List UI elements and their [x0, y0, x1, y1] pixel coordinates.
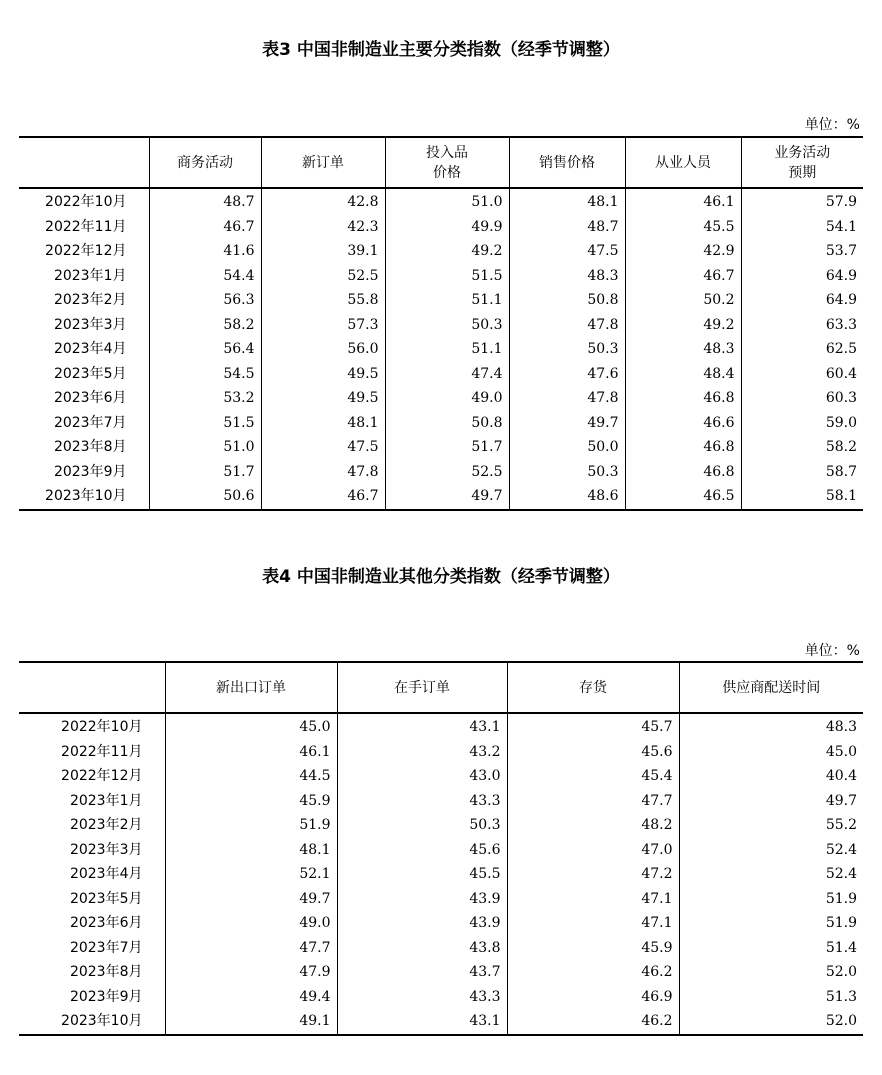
table-cell: 47.5	[261, 435, 385, 460]
table-row	[19, 435, 863, 460]
table-cell: 45.7	[507, 713, 679, 740]
table-cell: 49.0	[165, 911, 337, 936]
table-cell: 50.3	[509, 460, 625, 485]
table-cell: 45.9	[165, 789, 337, 814]
table-cell: 47.8	[509, 386, 625, 411]
row-month-label: 2023年10月	[19, 1009, 165, 1035]
table-cell: 55.8	[261, 288, 385, 313]
table-cell: 56.0	[261, 337, 385, 362]
table-cell: 47.6	[509, 362, 625, 387]
table-cell: 53.7	[741, 239, 863, 264]
table-cell: 49.7	[679, 789, 863, 814]
row-month-label: 2023年5月	[53, 365, 127, 382]
table-cell: 49.5	[261, 362, 385, 387]
table-cell: 56.3	[149, 288, 261, 313]
table-cell: 56.4	[149, 337, 261, 362]
table-cell: 51.4	[679, 936, 863, 961]
row-month-label: 2022年10月	[61, 719, 143, 736]
table3-header-employment: 从业人员	[625, 137, 741, 188]
table-cell: 58.2	[741, 435, 863, 460]
table-cell: 51.0	[149, 435, 261, 460]
row-month-label: 2023年8月	[69, 964, 143, 981]
table4-header-row	[19, 662, 863, 713]
table-row	[19, 713, 863, 740]
table3-body	[19, 188, 863, 510]
table-cell: 45.0	[679, 740, 863, 765]
table-cell: 50.8	[509, 288, 625, 313]
table4-title: 表4 中国非制造业其他分类指数（经季节调整）	[262, 567, 620, 587]
row-month-label: 2023年1月	[53, 267, 127, 284]
row-month-label: 2023年4月	[69, 866, 143, 883]
table-cell: 48.1	[261, 411, 385, 436]
table-row	[19, 838, 863, 863]
table-cell: 49.0	[385, 386, 509, 411]
table-cell: 45.6	[337, 838, 507, 863]
table-row	[19, 764, 863, 789]
table4-header-month	[19, 662, 165, 713]
table-cell: 58.2	[149, 313, 261, 338]
table-cell: 43.9	[337, 911, 507, 936]
table-cell: 49.9	[385, 215, 509, 240]
table-cell: 54.1	[741, 215, 863, 240]
table-row	[19, 313, 863, 338]
table3-header-business-activity: 商务活动	[149, 137, 261, 188]
table-cell: 52.4	[679, 838, 863, 863]
table-cell: 45.5	[337, 862, 507, 887]
table-cell: 43.3	[337, 789, 507, 814]
table-cell: 52.0	[679, 1009, 863, 1035]
row-month-label: 2023年10月	[19, 484, 149, 510]
table-cell: 51.7	[149, 460, 261, 485]
table-cell: 46.8	[625, 460, 741, 485]
table-cell: 50.8	[385, 411, 509, 436]
table-cell: 46.7	[149, 215, 261, 240]
table-row	[19, 789, 863, 814]
table-row	[19, 911, 863, 936]
table-row	[19, 936, 863, 961]
table-row	[19, 188, 863, 215]
table-cell: 51.9	[679, 911, 863, 936]
table-cell: 49.2	[625, 313, 741, 338]
table-cell: 57.3	[261, 313, 385, 338]
row-month-label: 2023年1月	[69, 792, 143, 809]
table-cell: 48.1	[165, 838, 337, 863]
table-row	[19, 460, 863, 485]
table3-header-business-expectations-line1: 业务活动	[774, 144, 831, 161]
table-cell: 49.4	[165, 985, 337, 1010]
table3-header-row	[19, 137, 863, 188]
table-cell: 47.8	[509, 313, 625, 338]
row-month-label: 2023年9月	[69, 988, 143, 1005]
table-cell: 46.2	[507, 1009, 679, 1035]
table-cell: 45.9	[507, 936, 679, 961]
table-cell: 43.0	[337, 764, 507, 789]
row-month-label: 2023年4月	[53, 341, 127, 358]
table-cell: 46.1	[165, 740, 337, 765]
table-cell: 48.3	[509, 264, 625, 289]
table-cell: 39.1	[261, 239, 385, 264]
table-row	[19, 484, 863, 510]
table-row	[19, 288, 863, 313]
table-cell: 43.1	[337, 1009, 507, 1035]
table-row	[19, 813, 863, 838]
table-cell: 52.1	[165, 862, 337, 887]
table-cell: 49.7	[165, 887, 337, 912]
table-row	[19, 887, 863, 912]
row-month-label: 2023年3月	[53, 316, 127, 333]
table-cell: 51.7	[385, 435, 509, 460]
table-cell: 46.8	[625, 435, 741, 460]
table-row	[19, 239, 863, 264]
table4-unit-label: 单位：%	[804, 643, 860, 659]
table-cell: 43.1	[337, 713, 507, 740]
table-row	[19, 362, 863, 387]
table-cell: 47.1	[507, 887, 679, 912]
table-cell: 51.5	[385, 264, 509, 289]
table-cell: 43.9	[337, 887, 507, 912]
row-month-label: 2023年2月	[53, 292, 127, 309]
table-cell: 42.3	[261, 215, 385, 240]
table3-header-input-prices-line1: 投入品	[426, 144, 468, 161]
table-row	[19, 862, 863, 887]
table-cell: 60.3	[741, 386, 863, 411]
row-month-label: 2022年12月	[61, 768, 143, 785]
table-cell: 51.3	[679, 985, 863, 1010]
table-cell: 47.4	[385, 362, 509, 387]
table-cell: 44.5	[165, 764, 337, 789]
table-cell: 50.0	[509, 435, 625, 460]
table-cell: 45.5	[625, 215, 741, 240]
table-cell: 52.5	[385, 460, 509, 485]
table-cell: 58.7	[741, 460, 863, 485]
table-cell: 51.0	[385, 188, 509, 215]
table-row	[19, 386, 863, 411]
table-cell: 53.2	[149, 386, 261, 411]
table-cell: 58.1	[741, 484, 863, 510]
table-cell: 47.5	[509, 239, 625, 264]
table-cell: 48.7	[149, 188, 261, 215]
table-cell: 49.1	[165, 1009, 337, 1035]
table-cell: 42.8	[261, 188, 385, 215]
table-cell: 63.3	[741, 313, 863, 338]
table3-unit-label: 单位：%	[804, 117, 860, 133]
table-cell: 52.5	[261, 264, 385, 289]
table-cell: 55.2	[679, 813, 863, 838]
table-cell: 42.9	[625, 239, 741, 264]
table-cell: 46.5	[625, 484, 741, 510]
table3-header-new-orders: 新订单	[261, 137, 385, 188]
table3-header-input-prices-line2: 价格	[433, 164, 461, 181]
table-cell: 45.4	[507, 764, 679, 789]
table-cell: 45.0	[165, 713, 337, 740]
table4	[19, 661, 863, 1036]
table-row	[19, 215, 863, 240]
table4-header-new-export-orders: 新出口订单	[165, 662, 337, 713]
table-cell: 48.3	[679, 713, 863, 740]
row-month-label: 2022年12月	[45, 243, 127, 260]
table-cell: 49.7	[385, 484, 509, 510]
table-cell: 47.7	[507, 789, 679, 814]
row-month-label: 2023年6月	[53, 390, 127, 407]
table-cell: 46.2	[507, 960, 679, 985]
table-cell: 43.7	[337, 960, 507, 985]
table-cell: 48.7	[509, 215, 625, 240]
row-month-label: 2023年7月	[53, 414, 127, 431]
table-cell: 60.4	[741, 362, 863, 387]
row-month-label: 2023年8月	[53, 439, 127, 456]
table-cell: 47.2	[507, 862, 679, 887]
table3-header-business-expectations-line2: 预期	[788, 164, 817, 181]
row-month-label: 2023年3月	[69, 841, 143, 858]
table-cell: 48.2	[507, 813, 679, 838]
table-cell: 64.9	[741, 264, 863, 289]
table-cell: 50.3	[509, 337, 625, 362]
table-cell: 50.3	[337, 813, 507, 838]
row-month-label: 2022年11月	[45, 218, 127, 235]
table-cell: 45.6	[507, 740, 679, 765]
table-cell: 43.3	[337, 985, 507, 1010]
table-cell: 48.4	[625, 362, 741, 387]
table3-title: 表3 中国非制造业主要分类指数（经季节调整）	[262, 40, 620, 60]
table-cell: 52.0	[679, 960, 863, 985]
row-month-label: 2022年10月	[45, 194, 127, 211]
table3-header-input-prices	[385, 137, 509, 188]
row-month-label: 2023年7月	[69, 939, 143, 956]
table-cell: 51.9	[165, 813, 337, 838]
table-cell: 49.5	[261, 386, 385, 411]
table4-header-backlog-orders: 在手订单	[337, 662, 507, 713]
table-cell: 51.1	[385, 337, 509, 362]
table-cell: 46.7	[625, 264, 741, 289]
table-cell: 52.4	[679, 862, 863, 887]
table-row	[19, 337, 863, 362]
table-cell: 47.7	[165, 936, 337, 961]
table-cell: 50.3	[385, 313, 509, 338]
table-cell: 57.9	[741, 188, 863, 215]
table-cell: 46.7	[261, 484, 385, 510]
table-cell: 40.4	[679, 764, 863, 789]
table-cell: 47.1	[507, 911, 679, 936]
table4-header-supplier-delivery-time: 供应商配送时间	[679, 662, 863, 713]
table-cell: 47.8	[261, 460, 385, 485]
row-month-label: 2023年9月	[53, 463, 127, 480]
table-cell: 51.5	[149, 411, 261, 436]
table-cell: 43.2	[337, 740, 507, 765]
table-cell: 46.6	[625, 411, 741, 436]
table-cell: 48.3	[625, 337, 741, 362]
table-row	[19, 264, 863, 289]
table4-header-inventory: 存货	[507, 662, 679, 713]
row-month-label: 2023年5月	[69, 890, 143, 907]
table-cell: 48.1	[509, 188, 625, 215]
table-cell: 64.9	[741, 288, 863, 313]
table-row	[19, 740, 863, 765]
table-cell: 47.0	[507, 838, 679, 863]
table-cell: 43.8	[337, 936, 507, 961]
table-cell: 59.0	[741, 411, 863, 436]
row-month-label: 2023年2月	[69, 817, 143, 834]
table4-body	[19, 713, 863, 1035]
table-cell: 47.9	[165, 960, 337, 985]
table-cell: 50.6	[149, 484, 261, 510]
table-cell: 50.2	[625, 288, 741, 313]
table3-header-sales-prices: 销售价格	[509, 137, 625, 188]
row-month-label: 2022年11月	[61, 743, 143, 760]
table3-header-business-expectations	[741, 137, 863, 188]
table-row	[19, 411, 863, 436]
table-row	[19, 1009, 863, 1035]
table3	[19, 136, 863, 511]
table-cell: 48.6	[509, 484, 625, 510]
table-cell: 49.2	[385, 239, 509, 264]
table-cell: 62.5	[741, 337, 863, 362]
table-row	[19, 960, 863, 985]
table-cell: 46.9	[507, 985, 679, 1010]
row-month-label: 2023年6月	[69, 915, 143, 932]
table-cell: 54.5	[149, 362, 261, 387]
table-cell: 49.7	[509, 411, 625, 436]
table-cell: 46.8	[625, 386, 741, 411]
table-cell: 51.9	[679, 887, 863, 912]
table3-header-month	[19, 137, 149, 188]
table-row	[19, 985, 863, 1010]
table-cell: 41.6	[149, 239, 261, 264]
table-cell: 54.4	[149, 264, 261, 289]
table-cell: 51.1	[385, 288, 509, 313]
table-cell: 46.1	[625, 188, 741, 215]
